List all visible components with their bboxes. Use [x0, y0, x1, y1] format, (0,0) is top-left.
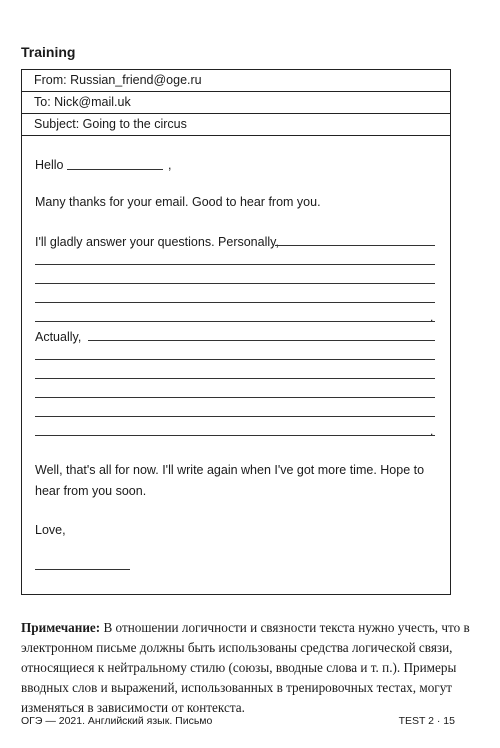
- to-field: To: Nick@mail.uk: [22, 92, 450, 114]
- actually-line-6[interactable]: [35, 435, 435, 436]
- thanks-text: Many thanks for your email. Good to hear from you.: [35, 195, 321, 209]
- actually-line-2[interactable]: [35, 359, 435, 360]
- greeting-comma: ,: [168, 158, 172, 172]
- closing-text-2: hear from you soon.: [35, 484, 147, 498]
- note-label: Примечание:: [21, 620, 101, 635]
- actually-line-5[interactable]: [35, 416, 435, 417]
- subject-field: Subject: Going to the circus: [22, 114, 450, 136]
- section-heading: Training: [21, 44, 76, 60]
- note-paragraph: [21, 618, 481, 718]
- from-field: From: Russian_friend@oge.ru: [22, 70, 450, 92]
- greeting-text: Hello: [35, 158, 64, 172]
- actually-line-3[interactable]: [35, 378, 435, 379]
- answer-line-2[interactable]: [35, 264, 435, 265]
- email-form: [21, 69, 451, 595]
- sign-off-text: Love,: [35, 523, 66, 537]
- period-mark: .: [430, 424, 434, 438]
- actually-text: Actually,: [35, 330, 82, 344]
- answer-line-3[interactable]: [35, 283, 435, 284]
- answer-intro-text: I'll gladly answer your questions. Personally,: [35, 235, 279, 249]
- greeting-name-line[interactable]: [67, 169, 163, 170]
- signature-line[interactable]: [35, 569, 130, 570]
- period-mark: .: [430, 310, 434, 324]
- actually-line-4[interactable]: [35, 397, 435, 398]
- closing-text: Well, that's all for now. I'll write again when I've got more time. Hope to: [35, 463, 425, 477]
- footer-title: ОГЭ — 2021. Английский язык. Письмо: [21, 715, 213, 727]
- answer-line-5[interactable]: [35, 321, 435, 322]
- answer-line-1[interactable]: [275, 245, 435, 246]
- actually-line-1[interactable]: [88, 340, 435, 341]
- footer-page: TEST 2 · 15: [398, 715, 455, 727]
- note-text: В отношении логичности и связности текста нужно учесть, что в электронном письме должны быть использованы средства логической связи, относящиеся к нейтральному стилю (союзы, вводные слова и т. п.). Примеры вводных слов и выражений, использованных в тренировочных тестах, могут изменяться в зависимости от контекста.: [21, 620, 470, 715]
- answer-line-4[interactable]: [35, 302, 435, 303]
